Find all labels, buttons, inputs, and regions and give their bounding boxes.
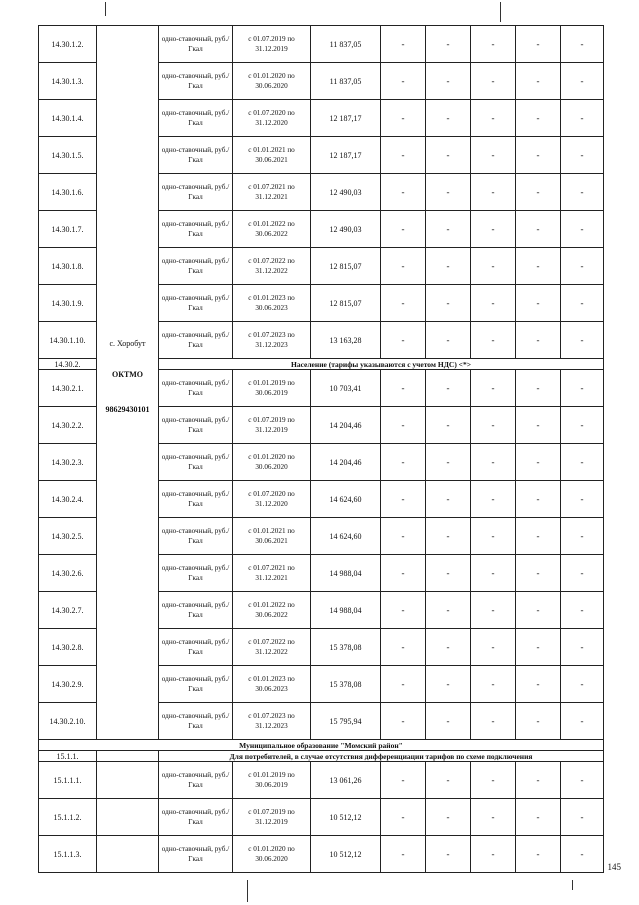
- empty-cell: -: [471, 762, 516, 799]
- empty-cell: -: [381, 322, 426, 359]
- tariff-value: 14 624,60: [311, 481, 381, 518]
- rate-unit: одно-ставочный, руб./Гкал: [159, 137, 233, 174]
- empty-cell: -: [516, 481, 561, 518]
- empty-cell: -: [381, 836, 426, 873]
- empty-cell: -: [561, 799, 604, 836]
- empty-cell: -: [561, 703, 604, 740]
- empty-cell: -: [381, 174, 426, 211]
- empty-cell: -: [516, 211, 561, 248]
- validity-period: с 01.01.2023 по 30.06.2023: [233, 666, 311, 703]
- empty-cell: -: [426, 285, 471, 322]
- empty-cell: -: [471, 481, 516, 518]
- section-title: Население (тарифы указываются с учетом НДС) <*>: [159, 359, 604, 370]
- empty-cell: -: [426, 592, 471, 629]
- empty-cell: -: [426, 100, 471, 137]
- validity-period: с 01.07.2019 по 31.12.2019: [233, 407, 311, 444]
- row-code: 14.30.2.1.: [39, 370, 97, 407]
- rate-unit: одно-ставочный, руб./Гкал: [159, 703, 233, 740]
- empty-cell: -: [426, 174, 471, 211]
- empty-cell: -: [471, 703, 516, 740]
- empty-cell: -: [516, 63, 561, 100]
- validity-period: с 01.07.2019 по 31.12.2019: [233, 26, 311, 63]
- row-code: 14.30.2.10.: [39, 703, 97, 740]
- scan-mark: [500, 2, 501, 22]
- empty-cell: -: [471, 285, 516, 322]
- tariff-value: 13 163,28: [311, 322, 381, 359]
- empty-cell: -: [516, 703, 561, 740]
- row-code: 14.30.1.3.: [39, 63, 97, 100]
- empty-cell: -: [381, 100, 426, 137]
- empty-cell: -: [561, 444, 604, 481]
- empty-cell: -: [516, 666, 561, 703]
- empty-cell: -: [426, 799, 471, 836]
- empty-cell: -: [561, 555, 604, 592]
- row-code: 14.30.1.8.: [39, 248, 97, 285]
- validity-period: с 01.01.2020 по 30.06.2020: [233, 63, 311, 100]
- row-code: 15.1.1.2.: [39, 799, 97, 836]
- row-code: 15.1.1.3.: [39, 836, 97, 873]
- rate-unit: одно-ставочный, руб./Гкал: [159, 100, 233, 137]
- empty-cell: -: [561, 211, 604, 248]
- validity-period: с 01.01.2021 по 30.06.2021: [233, 518, 311, 555]
- tariff-value: 11 837,05: [311, 26, 381, 63]
- empty-cell: -: [516, 555, 561, 592]
- empty-cell: -: [561, 174, 604, 211]
- rate-unit: одно-ставочный, руб./Гкал: [159, 248, 233, 285]
- rate-unit: одно-ставочный, руб./Гкал: [159, 555, 233, 592]
- rate-unit: одно-ставочный, руб./Гкал: [159, 407, 233, 444]
- row-code: 14.30.1.2.: [39, 26, 97, 63]
- rate-unit: одно-ставочный, руб./Гкал: [159, 285, 233, 322]
- validity-period: с 01.07.2021 по 31.12.2021: [233, 555, 311, 592]
- empty-cell: -: [426, 629, 471, 666]
- empty-cell: -: [381, 370, 426, 407]
- section-code: 15.1.1.: [39, 751, 97, 762]
- empty-cell: -: [516, 836, 561, 873]
- empty-cell: -: [381, 762, 426, 799]
- empty-cell: -: [426, 444, 471, 481]
- row-code: 15.1.1.1.: [39, 762, 97, 799]
- empty-cell: -: [561, 100, 604, 137]
- validity-period: с 01.01.2021 по 30.06.2021: [233, 137, 311, 174]
- validity-period: с 01.01.2020 по 30.06.2020: [233, 444, 311, 481]
- table-row: [39, 762, 604, 799]
- tariff-value: 15 795,94: [311, 703, 381, 740]
- rate-unit: одно-ставочный, руб./Гкал: [159, 26, 233, 63]
- row-code: 14.30.1.10.: [39, 322, 97, 359]
- rate-unit: одно-ставочный, руб./Гкал: [159, 629, 233, 666]
- empty-cell: -: [426, 666, 471, 703]
- empty-cell: -: [471, 799, 516, 836]
- rate-unit: одно-ставочный, руб./Гкал: [159, 481, 233, 518]
- empty-cell: -: [471, 370, 516, 407]
- empty-cell: -: [516, 444, 561, 481]
- empty-cell: -: [381, 248, 426, 285]
- empty-cell: -: [471, 100, 516, 137]
- empty-cell: -: [426, 26, 471, 63]
- empty-cell: -: [516, 248, 561, 285]
- row-code: 14.30.1.9.: [39, 285, 97, 322]
- row-code: 14.30.2.5.: [39, 518, 97, 555]
- empty-cell: -: [516, 592, 561, 629]
- tariff-value: 14 204,46: [311, 407, 381, 444]
- row-code: 14.30.2.4.: [39, 481, 97, 518]
- empty-cell: -: [426, 137, 471, 174]
- empty-cell: -: [561, 629, 604, 666]
- empty-cell: -: [516, 26, 561, 63]
- row-code: 14.30.2.2.: [39, 407, 97, 444]
- empty-cell: -: [381, 592, 426, 629]
- empty-cell: [97, 762, 159, 799]
- empty-cell: -: [561, 518, 604, 555]
- tariff-value: 14 988,04: [311, 592, 381, 629]
- settlement-info: [97, 339, 158, 414]
- empty-cell: -: [516, 100, 561, 137]
- empty-cell: -: [516, 518, 561, 555]
- empty-cell: -: [561, 762, 604, 799]
- empty-cell: -: [426, 248, 471, 285]
- empty-cell: -: [471, 137, 516, 174]
- empty-cell: -: [561, 285, 604, 322]
- empty-cell: -: [426, 211, 471, 248]
- empty-cell: -: [381, 63, 426, 100]
- empty-cell: -: [381, 211, 426, 248]
- rate-unit: одно-ставочный, руб./Гкал: [159, 370, 233, 407]
- rate-unit: одно-ставочный, руб./Гкал: [159, 799, 233, 836]
- rate-unit: одно-ставочный, руб./Гкал: [159, 211, 233, 248]
- empty-cell: -: [561, 322, 604, 359]
- empty-cell: -: [516, 137, 561, 174]
- scan-mark: [572, 880, 573, 890]
- empty-cell: -: [471, 592, 516, 629]
- tariff-value: 12 187,17: [311, 137, 381, 174]
- validity-period: с 01.01.2020 по 30.06.2020: [233, 836, 311, 873]
- settlement-name: с. Хоробут: [109, 339, 146, 348]
- empty-cell: -: [471, 518, 516, 555]
- tariff-value: 14 988,04: [311, 555, 381, 592]
- empty-cell: -: [561, 666, 604, 703]
- empty-cell: -: [561, 836, 604, 873]
- empty-cell: -: [561, 370, 604, 407]
- rate-unit: одно-ставочный, руб./Гкал: [159, 444, 233, 481]
- empty-cell: -: [471, 629, 516, 666]
- empty-cell: -: [561, 592, 604, 629]
- empty-cell: -: [561, 407, 604, 444]
- empty-cell: -: [381, 518, 426, 555]
- tariff-value: 10 703,41: [311, 370, 381, 407]
- empty-cell: -: [426, 703, 471, 740]
- empty-cell: -: [471, 666, 516, 703]
- empty-cell: -: [381, 555, 426, 592]
- empty-cell: -: [426, 407, 471, 444]
- oktmo-code: 98629430101: [105, 405, 150, 414]
- validity-period: с 01.07.2021 по 31.12.2021: [233, 174, 311, 211]
- section-header-row: [39, 751, 604, 762]
- tariff-value: 12 815,07: [311, 285, 381, 322]
- empty-cell: -: [516, 762, 561, 799]
- row-code: 14.30.2.3.: [39, 444, 97, 481]
- oktmo-label: ОКТМО: [111, 370, 144, 379]
- empty-cell: -: [561, 481, 604, 518]
- empty-cell: -: [381, 799, 426, 836]
- row-code: 14.30.2.6.: [39, 555, 97, 592]
- tariff-value: 14 624,60: [311, 518, 381, 555]
- empty-cell: -: [471, 555, 516, 592]
- empty-cell: -: [426, 762, 471, 799]
- empty-cell: -: [516, 322, 561, 359]
- empty-cell: -: [426, 481, 471, 518]
- validity-period: с 01.01.2023 по 30.06.2023: [233, 285, 311, 322]
- validity-period: с 01.01.2019 по 30.06.2019: [233, 370, 311, 407]
- rate-unit: одно-ставочный, руб./Гкал: [159, 174, 233, 211]
- row-code: 14.30.2.7.: [39, 592, 97, 629]
- validity-period: с 01.07.2023 по 31.12.2023: [233, 703, 311, 740]
- rate-unit: одно-ставочный, руб./Гкал: [159, 836, 233, 873]
- empty-cell: -: [381, 629, 426, 666]
- row-code: 14.30.2.8.: [39, 629, 97, 666]
- empty-cell: -: [561, 137, 604, 174]
- empty-cell: -: [471, 322, 516, 359]
- tariff-value: 15 378,08: [311, 629, 381, 666]
- empty-cell: -: [471, 836, 516, 873]
- empty-cell: -: [381, 26, 426, 63]
- empty-cell: -: [381, 137, 426, 174]
- validity-period: с 01.07.2022 по 31.12.2022: [233, 629, 311, 666]
- page-number: 145: [607, 862, 621, 872]
- tariff-table: [38, 25, 604, 873]
- tariff-value: 10 512,12: [311, 799, 381, 836]
- tariff-value: 14 204,46: [311, 444, 381, 481]
- section-title: Для потребителей, в случае отсутствия дифференциации тарифов по схеме подключения: [159, 751, 604, 762]
- empty-cell: -: [426, 63, 471, 100]
- scan-mark: [105, 2, 106, 16]
- empty-cell: -: [381, 285, 426, 322]
- tariff-value: 13 061,26: [311, 762, 381, 799]
- empty-cell: -: [471, 63, 516, 100]
- tariff-value: 10 512,12: [311, 836, 381, 873]
- empty-cell: -: [516, 407, 561, 444]
- empty-cell: -: [471, 444, 516, 481]
- empty-cell: [97, 799, 159, 836]
- empty-cell: -: [471, 248, 516, 285]
- empty-cell: -: [516, 629, 561, 666]
- row-code: 14.30.1.7.: [39, 211, 97, 248]
- tariff-value: 11 837,05: [311, 63, 381, 100]
- table-row: [39, 799, 604, 836]
- rate-unit: одно-ставочный, руб./Гкал: [159, 63, 233, 100]
- empty-cell: -: [561, 248, 604, 285]
- validity-period: с 01.07.2022 по 31.12.2022: [233, 248, 311, 285]
- empty-cell: -: [471, 211, 516, 248]
- empty-cell: -: [426, 836, 471, 873]
- municipal-header-row: [39, 740, 604, 751]
- empty-cell: -: [561, 26, 604, 63]
- tariff-value: 15 378,08: [311, 666, 381, 703]
- settlement-column: [97, 26, 159, 740]
- validity-period: с 01.07.2020 по 31.12.2020: [233, 481, 311, 518]
- empty-cell: -: [426, 370, 471, 407]
- tariff-value: 12 187,17: [311, 100, 381, 137]
- empty-cell: -: [561, 63, 604, 100]
- rate-unit: одно-ставочный, руб./Гкал: [159, 762, 233, 799]
- empty-cell: -: [471, 174, 516, 211]
- validity-period: с 01.07.2023 по 31.12.2023: [233, 322, 311, 359]
- tariff-value: 12 490,03: [311, 211, 381, 248]
- row-code: 14.30.1.5.: [39, 137, 97, 174]
- row-code: 14.30.1.6.: [39, 174, 97, 211]
- validity-period: с 01.07.2019 по 31.12.2019: [233, 799, 311, 836]
- empty-cell: [97, 751, 159, 762]
- empty-cell: -: [381, 444, 426, 481]
- empty-cell: -: [426, 555, 471, 592]
- tariff-value: 12 490,03: [311, 174, 381, 211]
- empty-cell: [97, 836, 159, 873]
- empty-cell: -: [381, 666, 426, 703]
- municipal-title: Муниципальное образование "Момский район": [39, 740, 604, 751]
- row-code: 14.30.1.4.: [39, 100, 97, 137]
- empty-cell: -: [426, 322, 471, 359]
- empty-cell: -: [516, 370, 561, 407]
- empty-cell: -: [381, 481, 426, 518]
- row-code: 14.30.2.9.: [39, 666, 97, 703]
- tariff-value: 12 815,07: [311, 248, 381, 285]
- empty-cell: -: [516, 799, 561, 836]
- rate-unit: одно-ставочный, руб./Гкал: [159, 518, 233, 555]
- empty-cell: -: [471, 26, 516, 63]
- rate-unit: одно-ставочный, руб./Гкал: [159, 592, 233, 629]
- validity-period: с 01.01.2019 по 30.06.2019: [233, 762, 311, 799]
- validity-period: с 01.01.2022 по 30.06.2022: [233, 211, 311, 248]
- table-row: [39, 836, 604, 873]
- rate-unit: одно-ставочный, руб./Гкал: [159, 322, 233, 359]
- empty-cell: -: [381, 703, 426, 740]
- validity-period: с 01.01.2022 по 30.06.2022: [233, 592, 311, 629]
- table-row: [39, 26, 604, 63]
- empty-cell: -: [426, 518, 471, 555]
- scan-mark: [247, 880, 248, 902]
- empty-cell: -: [516, 174, 561, 211]
- empty-cell: -: [471, 407, 516, 444]
- section-code: 14.30.2.: [39, 359, 97, 370]
- empty-cell: -: [516, 285, 561, 322]
- empty-cell: -: [381, 407, 426, 444]
- validity-period: с 01.07.2020 по 31.12.2020: [233, 100, 311, 137]
- rate-unit: одно-ставочный, руб./Гкал: [159, 666, 233, 703]
